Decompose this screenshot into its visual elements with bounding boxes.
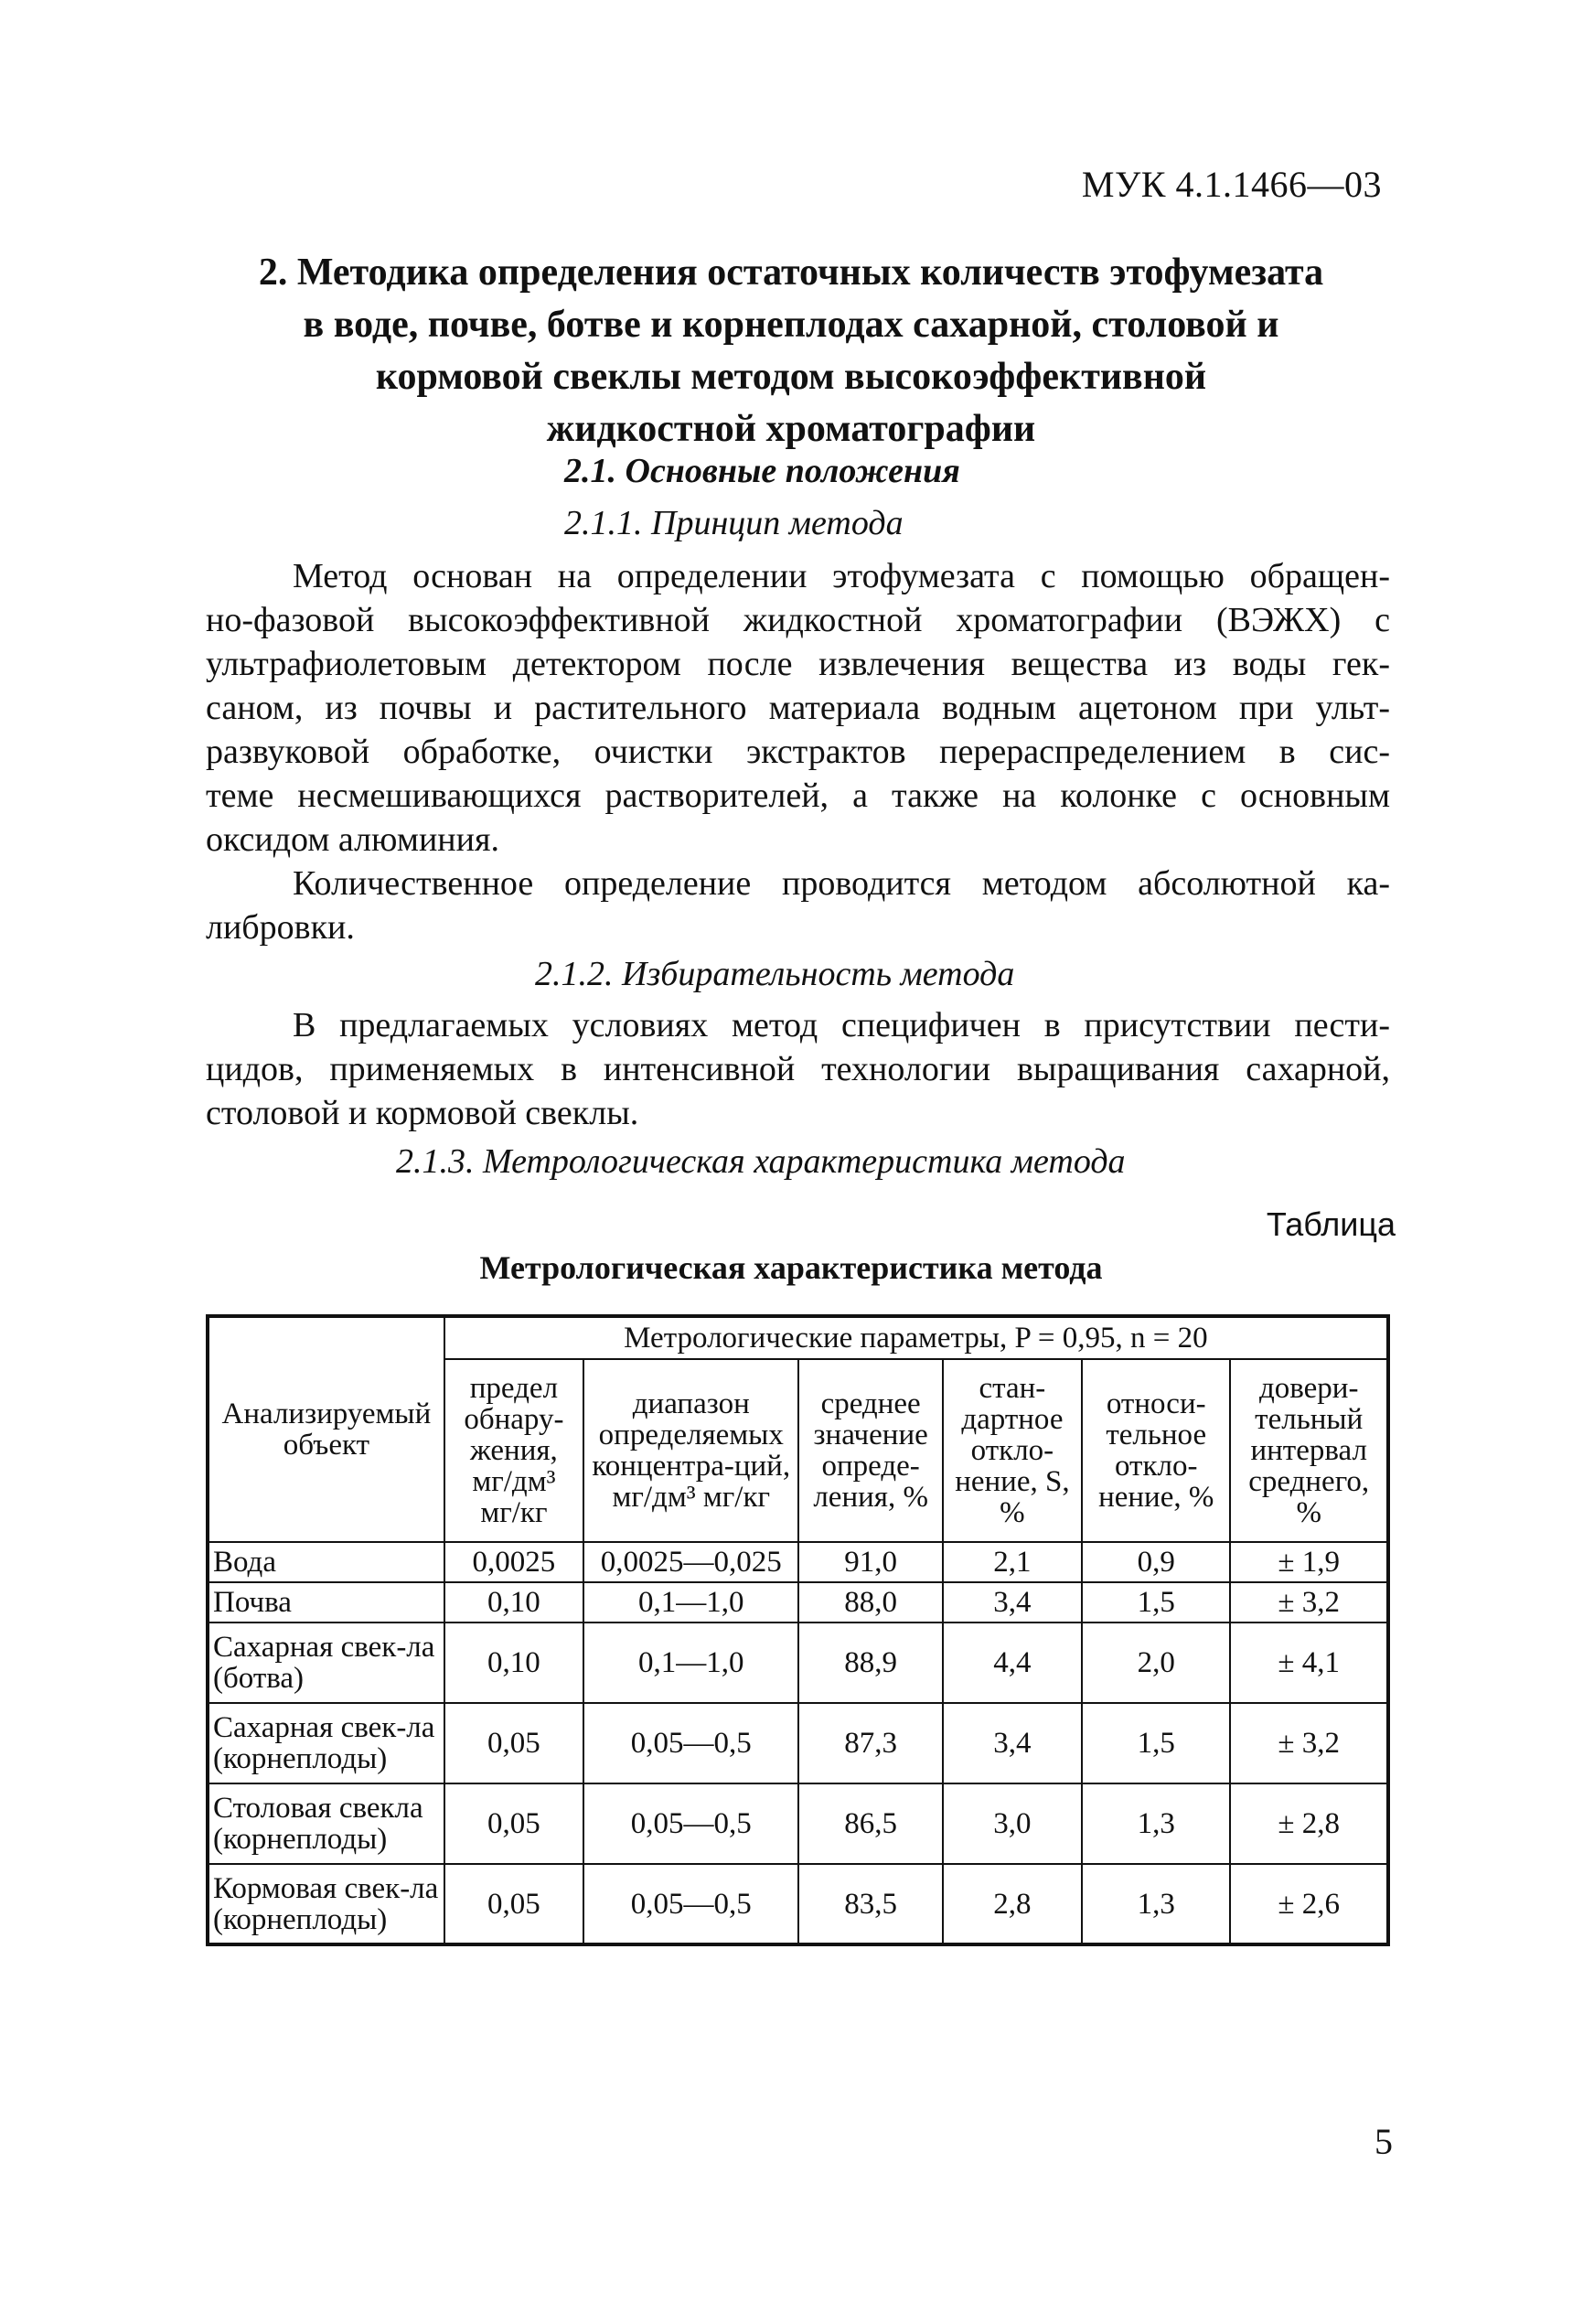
- column-header: стан-дартное откло-нение, S, %: [943, 1359, 1082, 1542]
- value-cell: 2,1: [943, 1542, 1082, 1582]
- paragraph-line: столовой и кормовой свеклы.: [206, 1094, 639, 1132]
- table-label: Таблица: [1266, 1205, 1396, 1243]
- section-title-line: в воде, почве, ботве и корнеплодах сахарной, столовой и: [303, 304, 1279, 346]
- object-cell: Кормовая свек-ла (корнеплоды): [208, 1864, 444, 1944]
- paragraph-line: В предлагаемых условиях метод специфичен в присутствии пести-: [293, 1006, 1390, 1044]
- object-cell: Сахарная свек-ла (ботва): [208, 1623, 444, 1703]
- value-cell: 0,10: [444, 1623, 583, 1703]
- value-cell: 91,0: [798, 1542, 942, 1582]
- paragraph-line: Метод основан на определении этофумезата с помощью обращен-: [293, 557, 1390, 595]
- table-row: [208, 1542, 1388, 1582]
- column-header: диапазон определяемых концентра-ций, мг/дм³ мг/кг: [583, 1359, 798, 1542]
- value-cell: 1,3: [1082, 1783, 1230, 1864]
- value-cell: 83,5: [798, 1864, 942, 1944]
- value-cell: 0,1—1,0: [583, 1623, 798, 1703]
- value-cell: 88,9: [798, 1623, 942, 1703]
- object-cell: Сахарная свек-ла (корнеплоды): [208, 1703, 444, 1783]
- section-title: [183, 247, 1399, 455]
- parameters-group-header: Метрологические параметры, P = 0,95, n = 20: [444, 1316, 1388, 1359]
- table-caption: Метрологическая характеристика метода: [479, 1249, 1103, 1286]
- value-cell: ± 2,6: [1230, 1864, 1388, 1944]
- paragraph-quantification: [206, 862, 1390, 949]
- paragraph-selectivity: [206, 1003, 1390, 1135]
- column-header: довери-тельный интервал среднего, %: [1230, 1359, 1388, 1542]
- paragraph-line: развуковой обработке, очистки экстрактов перераспределением в сис-: [206, 733, 1390, 771]
- value-cell: 3,4: [943, 1703, 1082, 1783]
- paragraph-line: саном, из почвы и растительного материала водным ацетоном при ульт-: [206, 689, 1390, 727]
- value-cell: 1,3: [1082, 1864, 1230, 1944]
- column-header: среднее значение опреде-ления, %: [798, 1359, 942, 1542]
- value-cell: ± 3,2: [1230, 1582, 1388, 1623]
- value-cell: 0,05: [444, 1783, 583, 1864]
- subsection-heading-2-1-3: 2.1.3. Метрологическая характеристика метода: [396, 1142, 1126, 1181]
- paragraph-line: оксидом алюминия.: [206, 820, 499, 859]
- value-cell: 0,05—0,5: [583, 1703, 798, 1783]
- value-cell: 0,9: [1082, 1542, 1230, 1582]
- value-cell: 88,0: [798, 1582, 942, 1623]
- value-cell: 0,05—0,5: [583, 1864, 798, 1944]
- column-header: предел обнару-жения, мг/дм³ мг/кг: [444, 1359, 583, 1542]
- document-code: МУК 4.1.1466—03: [1081, 164, 1382, 205]
- value-cell: 1,5: [1082, 1703, 1230, 1783]
- metrology-table: [206, 1314, 1390, 1946]
- value-cell: 3,0: [943, 1783, 1082, 1864]
- table-row: [208, 1864, 1388, 1944]
- value-cell: ± 2,8: [1230, 1783, 1388, 1864]
- value-cell: 0,0025—0,025: [583, 1542, 798, 1582]
- value-cell: ± 4,1: [1230, 1623, 1388, 1703]
- page-number: 5: [1374, 2121, 1393, 2162]
- value-cell: 87,3: [798, 1703, 942, 1783]
- paragraph-line: Количественное определение проводится методом абсолютной ка-: [293, 864, 1390, 903]
- value-cell: 1,5: [1082, 1582, 1230, 1623]
- table-row: [208, 1623, 1388, 1703]
- subsection-heading-2-1-2: 2.1.2. Избирательность метода: [535, 955, 1015, 993]
- value-cell: 2,0: [1082, 1623, 1230, 1703]
- paragraph-line: теме несмешивающихся растворителей, а также на колонке с основным: [206, 776, 1390, 815]
- object-cell: Почва: [208, 1582, 444, 1623]
- value-cell: 0,10: [444, 1582, 583, 1623]
- paragraph-line: либровки.: [206, 908, 355, 947]
- table-row: [208, 1703, 1388, 1783]
- value-cell: 0,05—0,5: [583, 1783, 798, 1864]
- value-cell: 0,05: [444, 1864, 583, 1944]
- column-header: относи-тельное откло-нение, %: [1082, 1359, 1230, 1542]
- value-cell: 0,0025: [444, 1542, 583, 1582]
- object-cell: Вода: [208, 1542, 444, 1582]
- paragraph-principle: [206, 554, 1390, 862]
- value-cell: ± 1,9: [1230, 1542, 1388, 1582]
- value-cell: 3,4: [943, 1582, 1082, 1623]
- value-cell: 86,5: [798, 1783, 942, 1864]
- object-column-header: Анализируемый объект: [208, 1316, 444, 1542]
- value-cell: 2,8: [943, 1864, 1082, 1944]
- section-title-line: жидкостной хроматографии: [546, 408, 1036, 450]
- paragraph-line: но-фазовой высокоэффективной жидкостной хроматографии (ВЭЖХ) с: [206, 601, 1390, 639]
- section-title-line: кормовой свеклы методом высокоэффективной: [375, 356, 1207, 398]
- subsection-heading-2-1-1: 2.1.1. Принцип метода: [564, 504, 904, 542]
- value-cell: 0,1—1,0: [583, 1582, 798, 1623]
- subsection-heading-2-1: 2.1. Основные положения: [564, 452, 960, 490]
- table-row: [208, 1783, 1388, 1864]
- table-row: [208, 1582, 1388, 1623]
- value-cell: 0,05: [444, 1703, 583, 1783]
- section-title-line: 2. Методика определения остаточных количеств этофумезата: [258, 252, 1324, 294]
- value-cell: 4,4: [943, 1623, 1082, 1703]
- paragraph-line: ультрафиолетовым детектором после извлечения вещества из воды гек-: [206, 645, 1390, 683]
- value-cell: ± 3,2: [1230, 1703, 1388, 1783]
- paragraph-line: цидов, применяемых в интенсивной технологии выращивания сахарной,: [206, 1050, 1390, 1088]
- object-cell: Столовая свекла (корнеплоды): [208, 1783, 444, 1864]
